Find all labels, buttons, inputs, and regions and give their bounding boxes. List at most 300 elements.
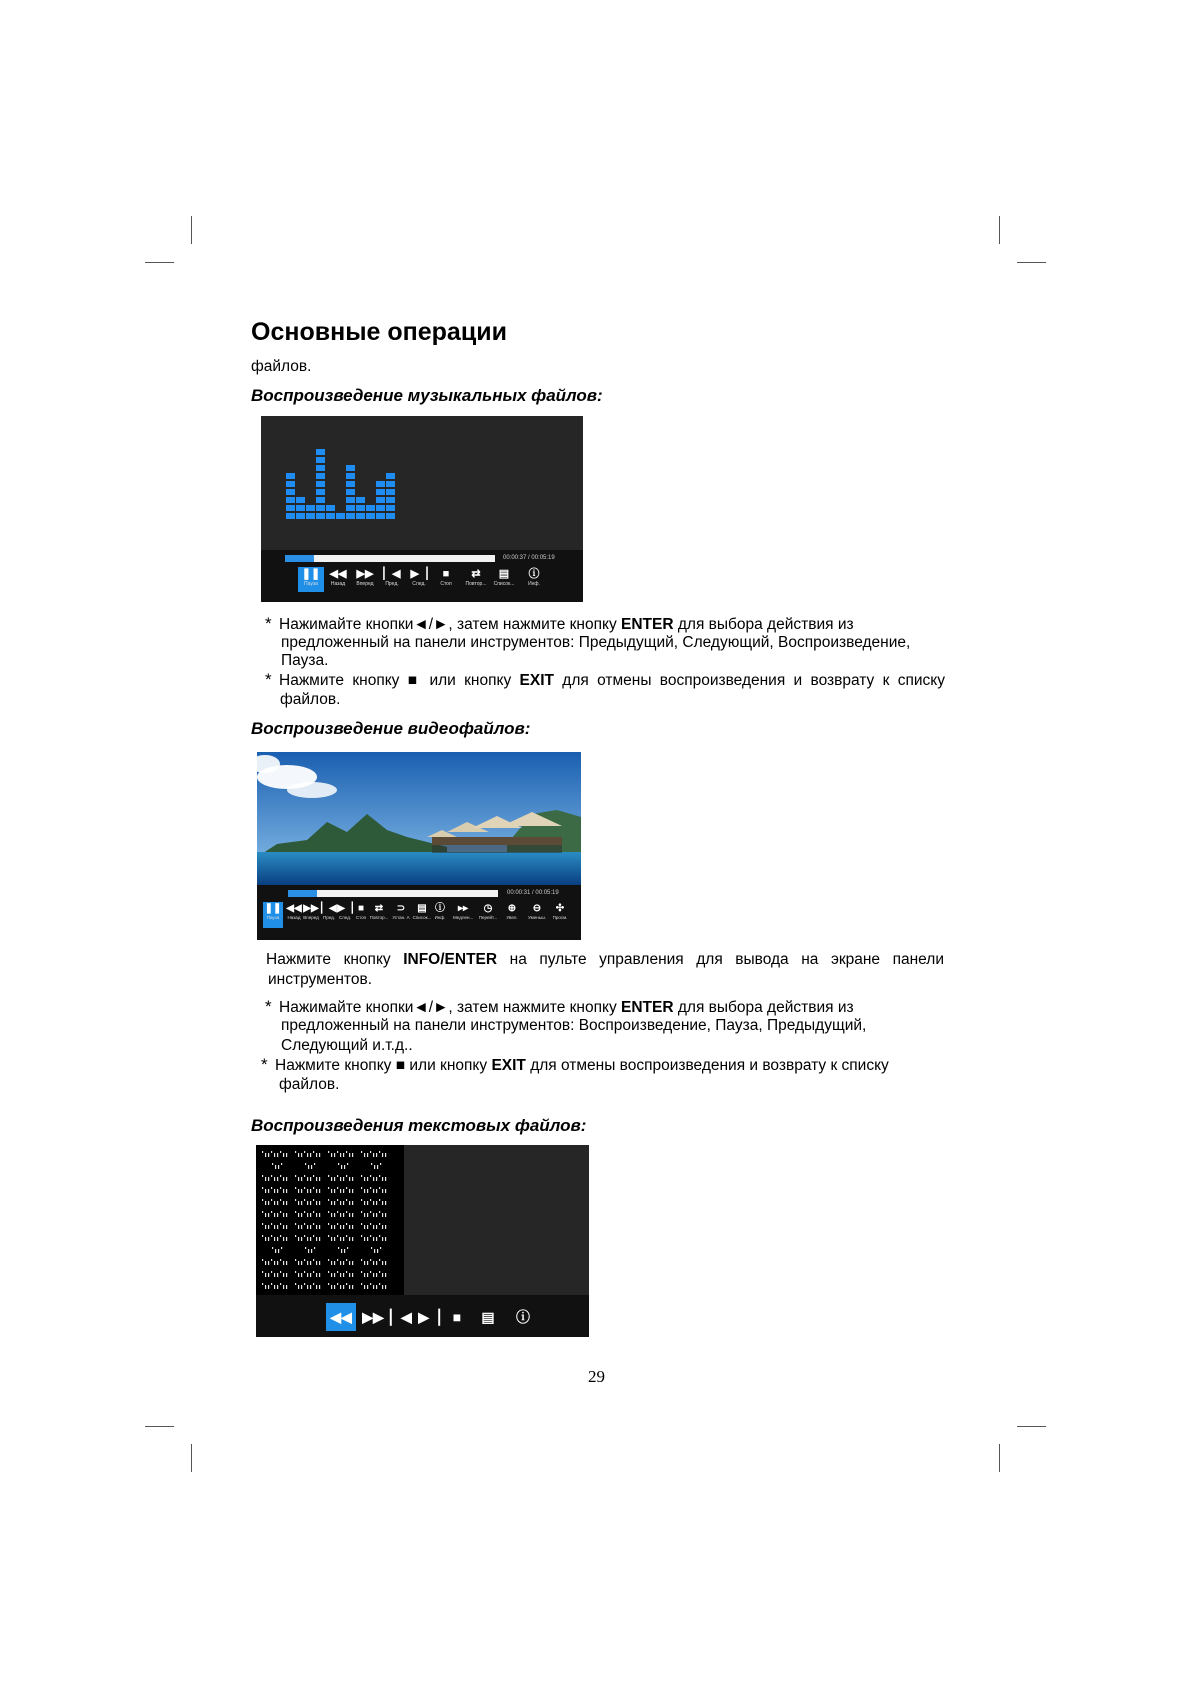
text-glyph (385, 1189, 386, 1193)
text-glyph (349, 1237, 350, 1241)
text-glyph (268, 1261, 269, 1265)
text-glyph (280, 1271, 281, 1273)
text-glyph (328, 1259, 329, 1261)
text-glyph (295, 1283, 296, 1285)
text-glyph (286, 1201, 287, 1205)
text-glyph (268, 1177, 269, 1181)
text-glyph (352, 1285, 353, 1289)
text-glyph (361, 1283, 362, 1285)
text-stop-button[interactable] (442, 1303, 472, 1331)
asterisk-icon: * (265, 997, 272, 1016)
text-glyph (352, 1225, 353, 1229)
text-glyph (361, 1211, 362, 1213)
text-glyph (349, 1189, 350, 1193)
equalizer-block (376, 481, 385, 487)
text-glyph (367, 1153, 368, 1157)
equalizer-block (316, 489, 325, 495)
equalizer-block (326, 513, 335, 519)
music-info-button[interactable]: ⓘ Инф. (521, 567, 547, 588)
text-glyph (373, 1237, 374, 1241)
text-glyph (265, 1225, 266, 1229)
video-progress-fill (288, 890, 317, 897)
text-glyph (364, 1177, 365, 1181)
text-glyph (298, 1201, 299, 1205)
text-glyph (304, 1151, 305, 1153)
text-glyph (341, 1165, 342, 1169)
equalizer-block (386, 505, 395, 511)
text-glyph (283, 1285, 284, 1289)
text-glyph (304, 1175, 305, 1177)
text-glyph (379, 1211, 380, 1213)
video-frame-image (257, 752, 581, 885)
video-paragraph-line-2: инструментов. (268, 971, 373, 988)
text-glyph (385, 1285, 386, 1289)
text-glyph (379, 1187, 380, 1189)
text-glyph (343, 1177, 344, 1181)
text-glyph (337, 1223, 338, 1225)
text-glyph (334, 1153, 335, 1157)
text-glyph (385, 1225, 386, 1229)
text-glyph (280, 1259, 281, 1261)
text-info-button[interactable] (508, 1303, 538, 1331)
music-bullet-1-line-2: предложенный на панели инструментов: Предыдущий, Следующий, Воспроизведение, (281, 634, 911, 651)
equalizer-block (286, 505, 295, 511)
text-glyph (337, 1271, 338, 1273)
text-glyph (268, 1153, 269, 1157)
crop-mark (191, 1444, 192, 1472)
video-slow-button[interactable]: ▸▸ Медлен... (453, 903, 473, 920)
text-viewer-screenshot (256, 1145, 589, 1337)
video-progress-bar[interactable] (288, 890, 498, 897)
text-glyph (319, 1177, 320, 1181)
text-glyph (274, 1189, 275, 1193)
equalizer-block (286, 489, 295, 495)
text-glyph (364, 1189, 365, 1193)
music-player-screenshot (261, 416, 583, 602)
text-glyph (277, 1261, 278, 1265)
text-glyph (349, 1213, 350, 1217)
text-glyph (316, 1201, 317, 1205)
text-glyph (283, 1153, 284, 1157)
text-glyph (298, 1285, 299, 1289)
skip-next-icon: ▶▕ (410, 568, 428, 580)
music-rewind-button[interactable]: ◀◀ Назад (325, 567, 351, 588)
text-glyph (277, 1177, 278, 1181)
equalizer-block (356, 505, 365, 511)
text-glyph (271, 1211, 272, 1213)
text-glyph (334, 1261, 335, 1265)
text-glyph (352, 1201, 353, 1205)
text-glyph (343, 1261, 344, 1265)
text-glyph (328, 1283, 329, 1285)
text-glyph (268, 1201, 269, 1205)
text-glyph (340, 1153, 341, 1157)
text-glyph (298, 1153, 299, 1157)
video-list-button[interactable]: ▤ Список... (412, 903, 432, 920)
text-glyph (298, 1273, 299, 1277)
text-glyph (301, 1285, 302, 1289)
text-glyph (304, 1211, 305, 1213)
text-glyph (367, 1261, 368, 1265)
text-glyph (331, 1177, 332, 1181)
text-glyph (343, 1285, 344, 1289)
text-glyph (370, 1211, 371, 1213)
video-pause-button[interactable]: ❚❚ Пауза (263, 902, 283, 928)
video-zoom-out-button[interactable]: ⊖ Уменьш. (528, 903, 546, 920)
text-glyph (382, 1153, 383, 1157)
text-glyph (286, 1153, 287, 1157)
text-glyph (262, 1187, 263, 1189)
text-glyph (340, 1189, 341, 1193)
text-glyph (313, 1235, 314, 1237)
text-glyph (271, 1187, 272, 1189)
text-glyph (367, 1177, 368, 1181)
music-forward-button[interactable]: ▶▶ Вперед (352, 567, 378, 588)
text-glyph (376, 1261, 377, 1265)
stop-icon: ■ (407, 672, 422, 689)
text-glyph (286, 1189, 287, 1193)
text-glyph (334, 1213, 335, 1217)
text-glyph (310, 1225, 311, 1229)
text-glyph (316, 1225, 317, 1229)
text-glyph (301, 1273, 302, 1277)
text-glyph (367, 1189, 368, 1193)
equalizer-block (306, 513, 315, 519)
text-glyph (304, 1199, 305, 1201)
text-glyph (265, 1189, 266, 1193)
text-glyph (373, 1189, 374, 1193)
text-glyph (346, 1259, 347, 1261)
text-rewind-button[interactable] (326, 1303, 356, 1331)
text-glyph (364, 1273, 365, 1277)
text-glyph (352, 1177, 353, 1181)
text-glyph (319, 1237, 320, 1241)
equalizer-block (316, 465, 325, 471)
text-glyph (310, 1153, 311, 1157)
text-glyph (382, 1201, 383, 1205)
text-glyph (379, 1271, 380, 1273)
text-glyph (328, 1175, 329, 1177)
equalizer-block (316, 457, 325, 463)
text-glyph (295, 1175, 296, 1177)
music-progress-bar[interactable] (285, 555, 495, 562)
text-glyph (376, 1153, 377, 1157)
text-glyph (373, 1177, 374, 1181)
text-glyph (310, 1177, 311, 1181)
text-glyph (331, 1153, 332, 1157)
text-glyph (343, 1189, 344, 1193)
text-glyph (331, 1189, 332, 1193)
text-glyph (295, 1187, 296, 1189)
music-stop-button[interactable]: ■ Стоп (433, 567, 459, 588)
crop-mark (191, 216, 192, 244)
text-glyph (361, 1259, 362, 1261)
asterisk-icon: * (261, 1055, 268, 1074)
music-repeat-button[interactable]: ⇄ Повтор... (463, 567, 489, 588)
text-glyph (301, 1177, 302, 1181)
video-view-button[interactable]: ✣ Просм. (550, 902, 570, 921)
equalizer-block (316, 473, 325, 479)
text-glyph (268, 1225, 269, 1229)
text-glyph (307, 1213, 308, 1217)
video-rewind-button[interactable]: ◀◀ Назад (284, 902, 304, 921)
text-glyph (340, 1201, 341, 1205)
equalizer-block (296, 505, 305, 511)
text-glyph (310, 1213, 311, 1217)
equalizer-block (346, 497, 355, 503)
text-glyph (308, 1165, 309, 1169)
music-bullet-2-line-1: * Нажмите кнопку ■ или кнопку EXIT для отмены воспроизведения и возврату к списку (265, 670, 945, 689)
crop-mark (999, 216, 1000, 244)
text-glyph (262, 1199, 263, 1201)
text-glyph (295, 1151, 296, 1153)
text-glyph (376, 1213, 377, 1217)
video-stop-button[interactable]: ■ Стоп (351, 902, 371, 921)
equalizer-block (346, 505, 355, 511)
text-glyph (304, 1187, 305, 1189)
text-glyph (349, 1273, 350, 1277)
music-pause-button[interactable]: ❚❚ Пауза (298, 567, 324, 592)
equalizer-block (386, 489, 395, 495)
slow-motion-icon: ▸▸ (457, 903, 469, 914)
text-glyph (286, 1177, 287, 1181)
text-glyph (301, 1153, 302, 1157)
text-glyph (275, 1249, 276, 1253)
text-glyph (301, 1189, 302, 1193)
text-glyph (334, 1201, 335, 1205)
text-glyph (352, 1189, 353, 1193)
text-glyph (334, 1285, 335, 1289)
text-glyph (334, 1237, 335, 1241)
text-glyph (340, 1177, 341, 1181)
text-glyph (265, 1213, 266, 1217)
text-glyph (283, 1261, 284, 1265)
text-next-button[interactable] (414, 1303, 444, 1331)
move-icon: ✣ (555, 903, 565, 914)
text-glyph (265, 1153, 266, 1157)
text-glyph (361, 1271, 362, 1273)
text-glyph (316, 1189, 317, 1193)
text-glyph (367, 1237, 368, 1241)
text-glyph (349, 1285, 350, 1289)
equalizer-block (386, 513, 395, 519)
text-glyph (304, 1223, 305, 1225)
text-glyph (271, 1283, 272, 1285)
text-glyph (310, 1201, 311, 1205)
text-glyph (262, 1223, 263, 1225)
text-glyph (307, 1189, 308, 1193)
text-glyph (271, 1271, 272, 1273)
text-glyph (331, 1273, 332, 1277)
text-glyph (385, 1213, 386, 1217)
text-glyph (346, 1199, 347, 1201)
text-glyph (344, 1165, 345, 1169)
video-set-a-button[interactable]: ⊃ Устан. А (392, 903, 410, 920)
text-glyph (310, 1285, 311, 1289)
text-prev-button[interactable] (386, 1303, 416, 1331)
text-glyph (277, 1213, 278, 1217)
equalizer-block (346, 473, 355, 479)
text-glyph (308, 1249, 309, 1253)
text-glyph (376, 1177, 377, 1181)
text-glyph (286, 1261, 287, 1265)
text-glyph (301, 1237, 302, 1241)
text-glyph (380, 1247, 381, 1249)
text-glyph (262, 1259, 263, 1261)
text-glyph (301, 1261, 302, 1265)
video-goto-button[interactable]: ◷ Перейт... (478, 903, 498, 920)
text-glyph (262, 1235, 263, 1237)
text-glyph (340, 1237, 341, 1241)
music-bullet-1-line-1: * Нажимайте кнопки◄/►, затем нажмите кнопку ENTER для выбора действия из (265, 614, 854, 633)
text-glyph (304, 1271, 305, 1273)
text-glyph (307, 1225, 308, 1229)
text-glyph (352, 1153, 353, 1157)
text-glyph (277, 1189, 278, 1193)
video-repeat-button[interactable]: ⇄ Повтор... (369, 903, 389, 920)
text-glyph (334, 1225, 335, 1229)
text-glyph (337, 1151, 338, 1153)
text-glyph (319, 1213, 320, 1217)
text-forward-button[interactable] (358, 1303, 388, 1331)
text-glyph (361, 1175, 362, 1177)
equalizer-block (286, 473, 295, 479)
video-zoom-in-button[interactable]: ⊕ Увел. (502, 902, 522, 921)
text-glyph (283, 1273, 284, 1277)
text-glyph (268, 1213, 269, 1217)
text-glyph (328, 1223, 329, 1225)
text-glyph (328, 1271, 329, 1273)
text-glyph (343, 1237, 344, 1241)
text-glyph (373, 1153, 374, 1157)
text-glyph (373, 1273, 374, 1277)
text-glyph (340, 1213, 341, 1217)
list-icon: ▤ (498, 568, 510, 580)
text-glyph (319, 1201, 320, 1205)
text-glyph (379, 1175, 380, 1177)
music-list-button[interactable]: ▤ Список... (491, 567, 517, 588)
text-glyph (280, 1187, 281, 1189)
text-glyph (346, 1223, 347, 1225)
music-toolbar (261, 550, 583, 602)
text-glyph (346, 1271, 347, 1273)
text-glyph (298, 1189, 299, 1193)
text-glyph (361, 1223, 362, 1225)
text-glyph (379, 1199, 380, 1201)
video-next-button[interactable]: ▶▕ След. (335, 902, 355, 921)
text-glyph (382, 1177, 383, 1181)
music-next-button[interactable]: ▶▕ След. (406, 567, 432, 588)
text-glyph (313, 1271, 314, 1273)
text-glyph (278, 1165, 279, 1169)
text-glyph (283, 1237, 284, 1241)
text-glyph (313, 1211, 314, 1213)
text-glyph (295, 1211, 296, 1213)
text-glyph (277, 1237, 278, 1241)
equalizer-block (316, 449, 325, 455)
repeat-icon: ⇄ (374, 903, 384, 914)
text-glyph (274, 1225, 275, 1229)
text-glyph (277, 1153, 278, 1157)
text-glyph (346, 1235, 347, 1237)
text-glyph (331, 1237, 332, 1241)
video-prev-button[interactable]: ▏◀ Пред. (319, 902, 339, 921)
video-forward-button[interactable]: ▶▶ Вперед (301, 902, 321, 921)
text-glyph (280, 1151, 281, 1153)
text-page-area (256, 1145, 404, 1295)
asterisk-icon: * (265, 614, 272, 633)
text-glyph (304, 1235, 305, 1237)
text-glyph (301, 1225, 302, 1229)
text-glyph (295, 1271, 296, 1273)
video-section-title: Воспроизведение видеофайлов: (251, 719, 531, 738)
equalizer-block (376, 505, 385, 511)
crop-mark (145, 1426, 174, 1427)
zoom-out-icon: ⊖ (532, 903, 542, 914)
text-glyph (262, 1283, 263, 1285)
text-glyph (382, 1213, 383, 1217)
text-glyph (305, 1247, 306, 1249)
equalizer-block (366, 513, 375, 519)
video-info-button[interactable]: ⓘ Инф. (430, 902, 450, 921)
fast-forward-icon: ▶▶ (356, 568, 374, 580)
text-glyph (364, 1285, 365, 1289)
text-glyph (280, 1223, 281, 1225)
ab-repeat-icon: ⊃ (396, 903, 406, 914)
info-icon: ⓘ (516, 1309, 530, 1325)
text-glyph (370, 1223, 371, 1225)
text-glyph (313, 1223, 314, 1225)
text-glyph (298, 1237, 299, 1241)
text-glyph (274, 1273, 275, 1277)
text-glyph (313, 1199, 314, 1201)
text-glyph (361, 1151, 362, 1153)
text-glyph (271, 1235, 272, 1237)
text-glyph (268, 1273, 269, 1277)
text-glyph (316, 1261, 317, 1265)
equalizer-visualizer (286, 441, 396, 521)
text-glyph (265, 1237, 266, 1241)
intro-text: файлов. (251, 358, 312, 375)
text-glyph (316, 1153, 317, 1157)
text-glyph (265, 1273, 266, 1277)
text-glyph (370, 1199, 371, 1201)
text-glyph (268, 1285, 269, 1289)
text-glyph (280, 1283, 281, 1285)
text-glyph (349, 1201, 350, 1205)
text-glyph (377, 1249, 378, 1253)
text-glyph (272, 1163, 273, 1165)
music-prev-button[interactable]: ▏◀ Пред. (379, 567, 405, 588)
text-glyph (367, 1273, 368, 1277)
text-glyph (367, 1285, 368, 1289)
text-glyph (385, 1261, 386, 1265)
text-glyph (262, 1151, 263, 1153)
text-glyph (274, 1153, 275, 1157)
text-glyph (343, 1273, 344, 1277)
text-glyph (385, 1237, 386, 1241)
text-glyph (371, 1247, 372, 1249)
text-glyph (382, 1189, 383, 1193)
text-glyph (311, 1249, 312, 1253)
text-glyph (373, 1213, 374, 1217)
text-glyph (278, 1249, 279, 1253)
text-glyph (277, 1273, 278, 1277)
text-glyph (364, 1201, 365, 1205)
text-glyph (376, 1201, 377, 1205)
text-glyph (280, 1211, 281, 1213)
text-list-button[interactable] (473, 1303, 503, 1331)
